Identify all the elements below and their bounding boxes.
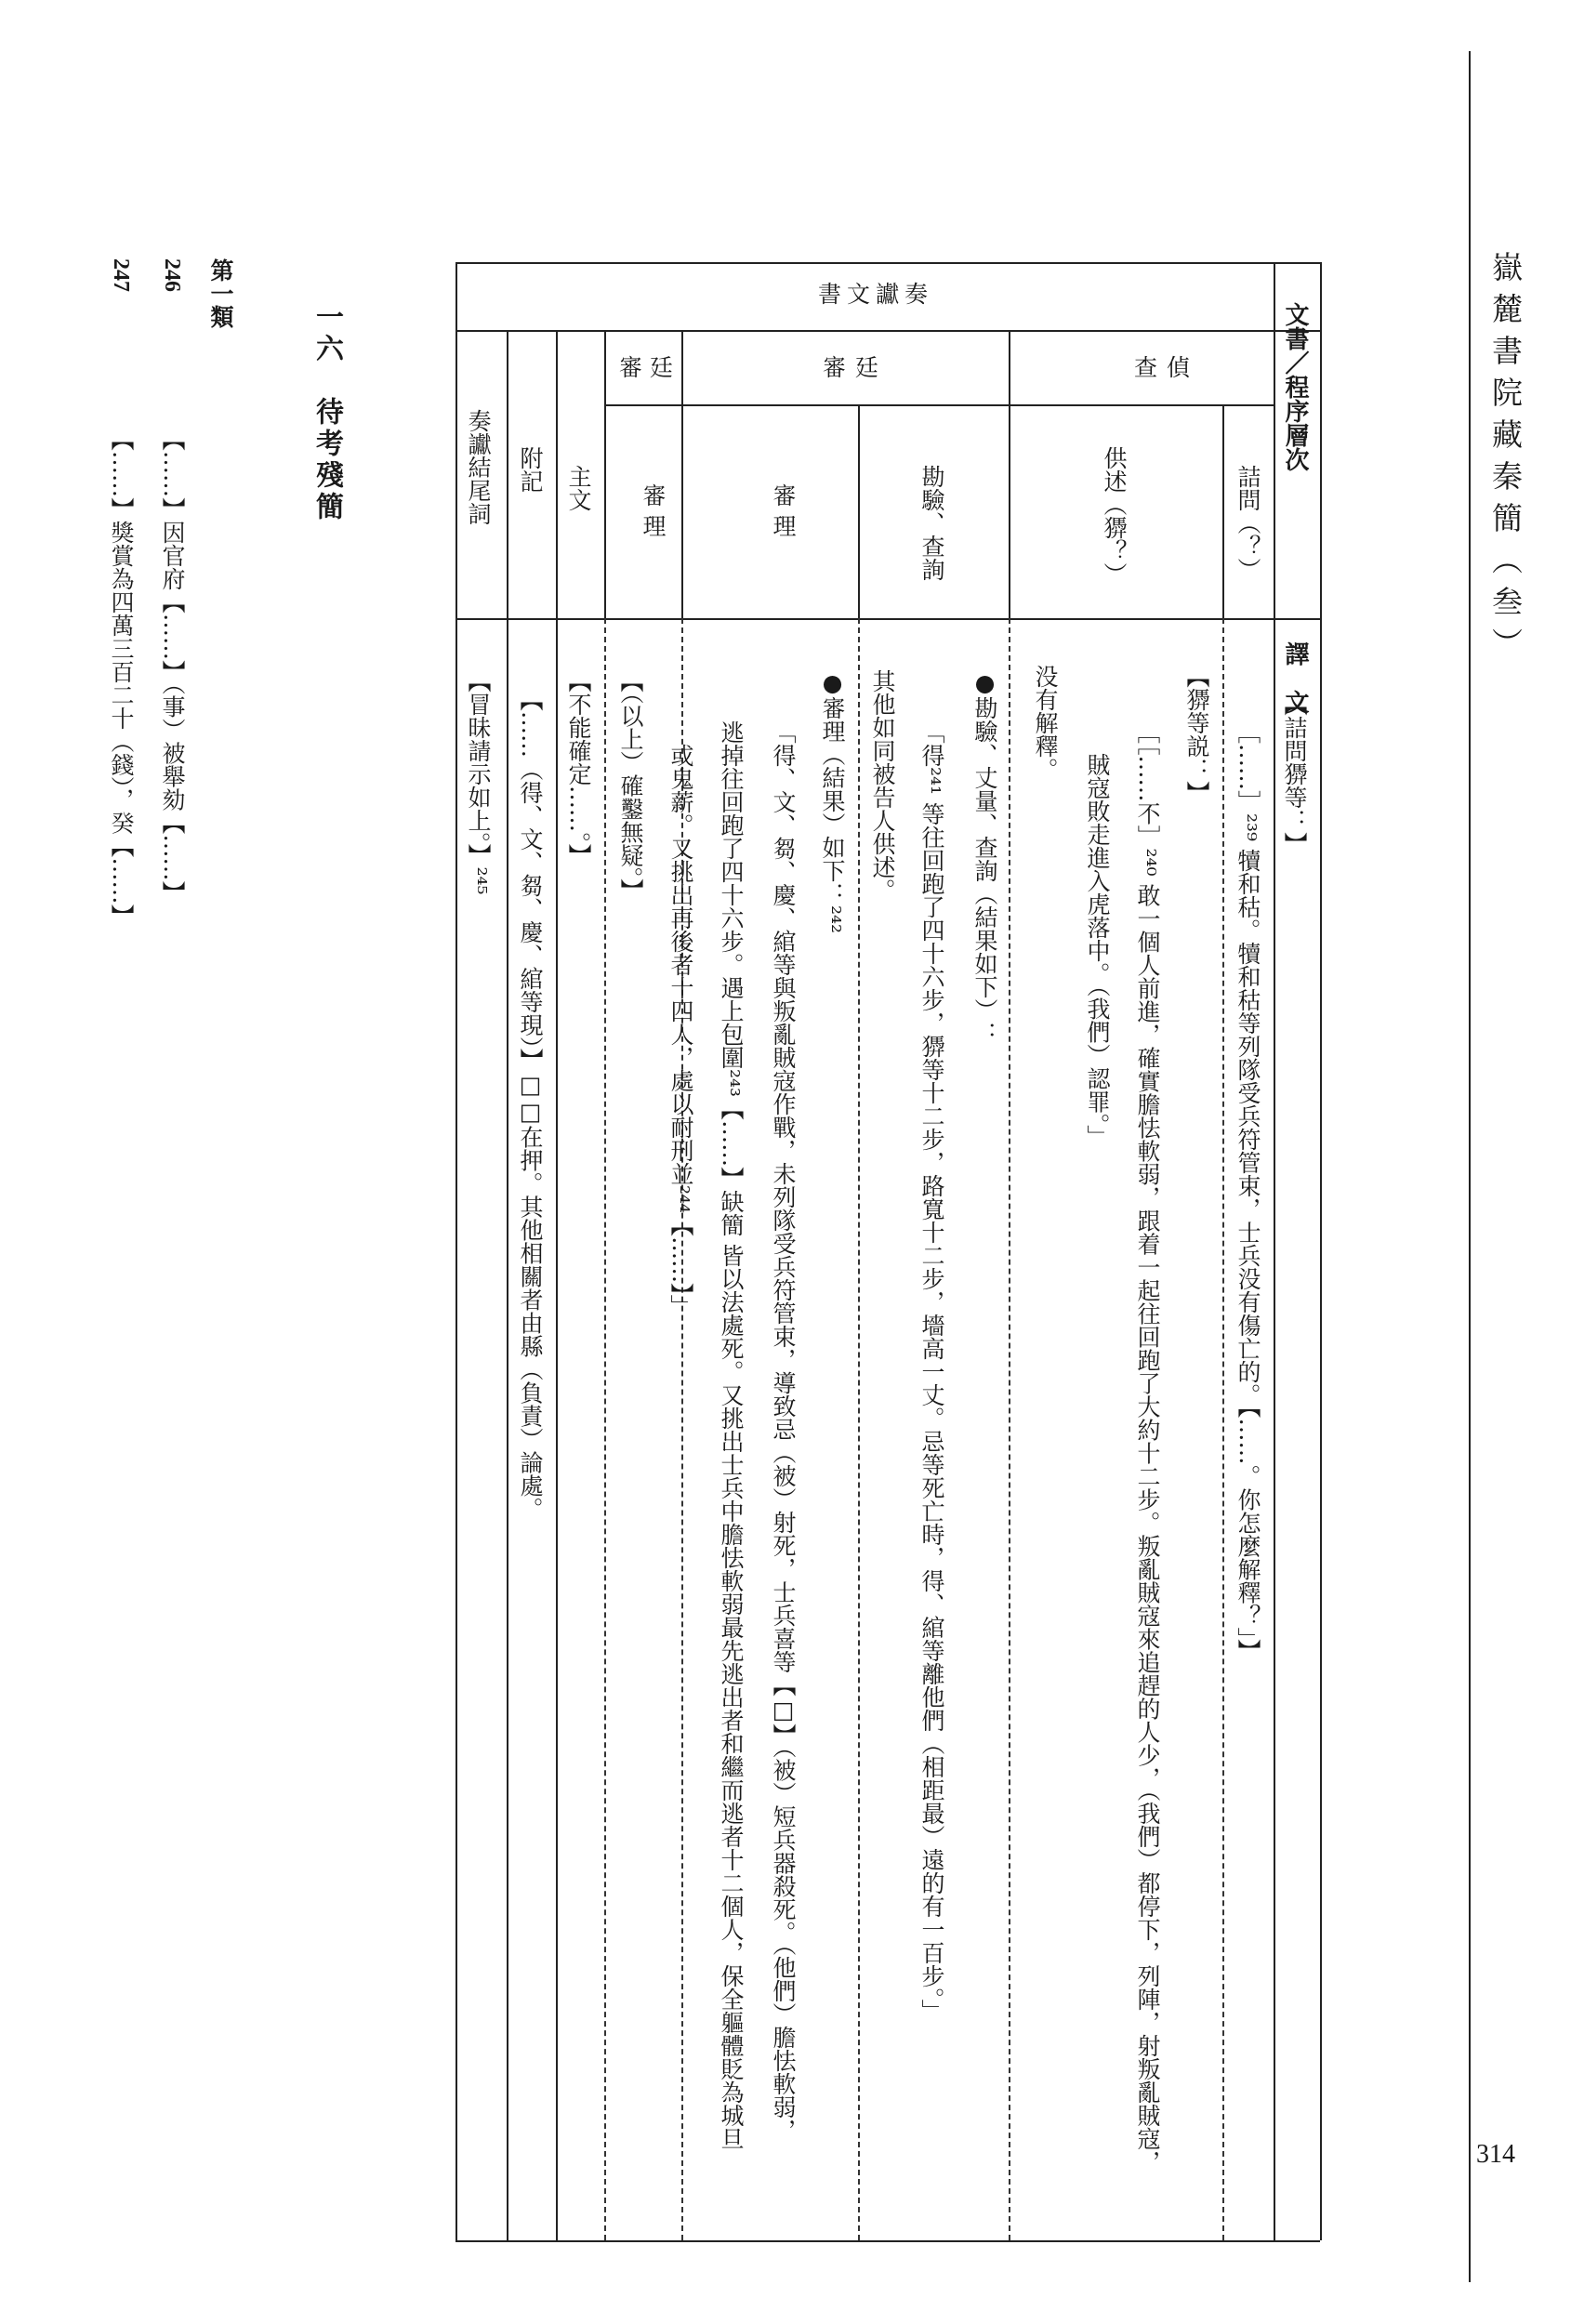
cell-shenli-2: 審理 (770, 483, 797, 545)
translation-line: 【不能確定……。】 (565, 669, 592, 867)
translation-line: 「得、文、芻、慶、綰等與叛亂賊寇作戰，未列隊受兵符管束，導致忌（被）射死，士兵喜等【□】（被）短兵器殺死。（他們）膽怯軟弱， (770, 720, 797, 2142)
translation-line: ［［……不］²⁴⁰ 敢一個人前進，確實膽怯軟弱，跟着一起往回跑了大約十二步。叛亂賊寇來追趕的人少，（我們）都停下，列陣，射叛亂賊寇， (1134, 720, 1161, 2174)
translation-line: 【㺛等説：】 (1183, 665, 1210, 804)
header-translation: 譯 文 (1281, 641, 1309, 714)
translation-line: 其他如同被告人供述。 (869, 669, 896, 902)
slip-text: 【……】因官府【……】（事）被舉劾【……】 (159, 428, 186, 905)
section-title: 一六 待考殘簡 (310, 302, 343, 523)
slip-text: 【……】獎賞為四萬三百二十（錢），癸【……】 (108, 428, 135, 928)
translation-line: 【（以上）確鑿無疑。】 (617, 669, 644, 902)
slip-number: 247 (109, 258, 133, 292)
translation-line: 没有解釋。 (1032, 665, 1059, 781)
translation-line: 【……（得、文、芻、慶、綰等現）】□□在押。其他相關者由縣（負責）論處。 (517, 688, 544, 1521)
group-chazhen: 查偵 (1134, 354, 1200, 381)
translation-line: 或鬼薪。又挑出再後者十四人，處以耐刑並²⁴⁴【……】」 (667, 744, 694, 1318)
book-title: 嶽麓書院藏秦簡（叁） (1487, 251, 1524, 669)
slip-number: 246 (160, 258, 184, 292)
cell-shenli-1: 審理 (640, 483, 667, 545)
translation-line: 「得²⁴¹ 等往回跑了四十六步，㺛等十二步，路寬十二步，墻高一丈。忌等死亡時，得、綰等離他們（相距最）遠的有一百步。」 (918, 720, 945, 2023)
cell-zouxian-jiewei: 奏讞結尾詞 (465, 409, 492, 525)
group-shuwen-xianzou: 書文讞奏 (818, 281, 934, 308)
group-shenting-2: 審廷 (823, 354, 889, 381)
translation-line: 逃掉往回跑了四十六步。遇上包圍²⁴³【……】缺簡 皆以法處死。又挑出士兵中膽怯軟弱最先逃出者和繼而逃者十二個人，保全軀體貶為城旦 (718, 720, 745, 2151)
translation-line: 賊寇敗走進入虎落中。（我們）認罪。」 (1084, 753, 1111, 1148)
translation-line: 【詰問㺛等：】 (1281, 693, 1308, 855)
cell-kanyan: 勘驗、查詢 (918, 465, 945, 581)
page-number: 314 (1476, 2140, 1515, 2169)
header-document-level: 文書／程序層次 (1281, 302, 1309, 471)
cell-jiewen: 詰問（？） (1234, 465, 1261, 581)
translation-line: ［……］²³⁹ 犢和秙。犢和秙等列隊受兵符管束，士兵没有傷亡的。【……。你怎麼解釋？」】 (1234, 720, 1261, 1663)
category-label: 第一類 (207, 258, 234, 328)
cell-fuji: 附記 (517, 446, 544, 493)
translation-line: 【冒昧請示如上。】²⁴⁵ (465, 669, 492, 895)
group-shenting-1: 審廷 (619, 354, 681, 381)
translation-line: ●勘驗、丈量、查詢（結果如下）： (971, 669, 998, 1045)
cell-gongshu: 供述（㺛？） (1101, 446, 1128, 586)
translation-line: ●審理（結果）如下：²⁴² (819, 669, 846, 934)
margin-rule (1469, 51, 1471, 2282)
cell-zhuwen: 主文 (565, 465, 592, 511)
